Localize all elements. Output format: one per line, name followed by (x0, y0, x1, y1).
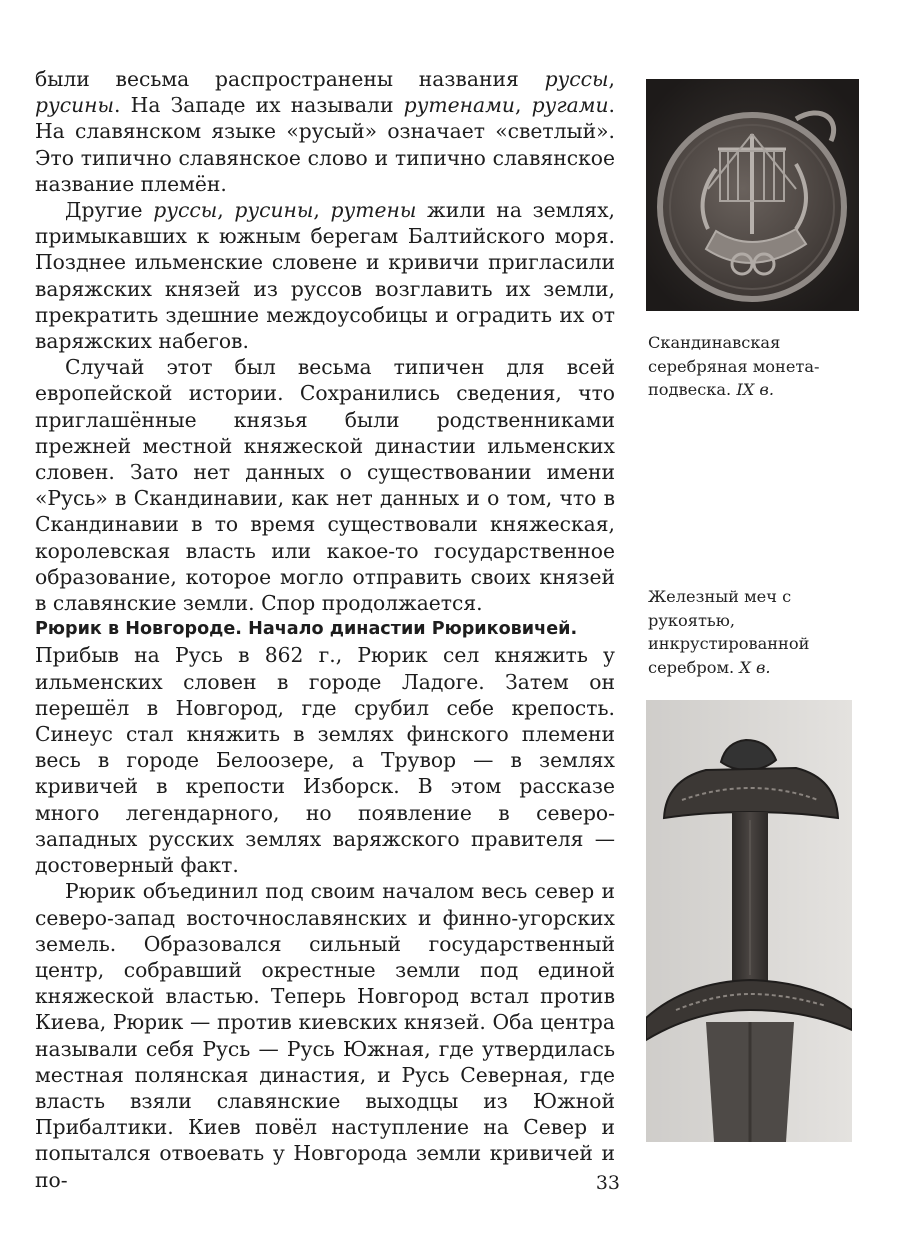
italic-term: ругами (531, 93, 609, 118)
italic-term: рутены (330, 198, 417, 223)
main-text-column (35, 66, 615, 1193)
paragraph-5: Рюрик объединил под своим началом весь север и северо-запад восточнославянских и финно-угорских земель. Образовался сильный государственный центр, собравший окрестные земли под единой княжеской властью. Теперь Новгород встал против Киева, Рюрик — против киевских князей. Оба центра называли себя Русь — Русь Южная, где утвердилась местная полянская династия, и Русь Северная, где власть взяли славянские выходцы из Южной Прибалтики. Киев повёл наступление на Север и попытался отвоевать у Новгорода земли кривичей и по- (35, 879, 615, 1192)
paragraph-4: Прибыв на Русь в 862 г., Рюрик сел княжить у ильменских словен в городе Ладоге. Затем он перешёл в Новгород, где срубил себе крепость. Синеус стал княжить в землях финского племени весь в городе Белоозере, а Трувор — в землях кривичей в крепости Изборск. В этом рассказе много легендарного, но появление в северо-западных русских землях варяжского правителя — достоверный факт. (35, 643, 615, 878)
sword-photo (646, 700, 852, 1142)
coin-image (646, 79, 859, 311)
paragraph-2 (35, 197, 615, 354)
text-span: , (313, 198, 331, 223)
paragraph-3: Случай этот был весьма типичен для всей европейской истории. Сохранились сведения, что приглашённые князья были родственниками прежней местной княжеской династии ильменских словен. Зато нет данных о существовании имени «Русь» в Скандинавии, как нет данных и о том, что в Скандинавии в то время существовали княжеская, королевская власть или какое-то государственное образование, которое могло отправить своих князей в славянские земли. Спор продолжается. (35, 355, 615, 616)
caption-century: IX в. (736, 380, 774, 399)
text-span: , (608, 67, 615, 91)
text-span: Другие (65, 198, 154, 223)
text-span: . На славянском языке «русый» означает «светлый». Это типично славянское слово и типично славянское название племён. (35, 93, 615, 196)
sword-image (646, 700, 852, 1142)
coin-caption (648, 331, 863, 402)
italic-term: русины (234, 198, 314, 223)
italic-term: рутенами (403, 93, 515, 118)
text-span: жили на землях, примыкавших к южным берегам Балтийского моря. Позднее ильменские словене и кривичи пригласили варяжских князей из руссов возглавить их земли, прекратить здешние междоусобицы и оградить их от варяжских набегов. (35, 198, 615, 354)
caption-text: Скандинавская серебряная монета-подвеска. (648, 333, 820, 399)
text-span: были весьма распространены названия (35, 67, 545, 91)
caption-text: Железный меч с рукоятью, инкрустированной серебром. (648, 587, 810, 677)
paragraph-1 (35, 66, 615, 197)
text-span: , (217, 198, 235, 223)
coin-photo (646, 79, 859, 311)
section-heading: Рюрик в Новгороде. Начало династии Рюриковичей. (35, 619, 578, 640)
text-span: . На Западе их называли (114, 93, 404, 118)
italic-term: руссы (153, 198, 218, 223)
italic-term: русины (35, 93, 115, 118)
page-number: 33 (595, 1172, 620, 1194)
italic-term: руссы (544, 67, 609, 91)
caption-century: X в. (739, 657, 771, 677)
text-span: , (514, 93, 532, 118)
sword-caption (648, 585, 863, 679)
